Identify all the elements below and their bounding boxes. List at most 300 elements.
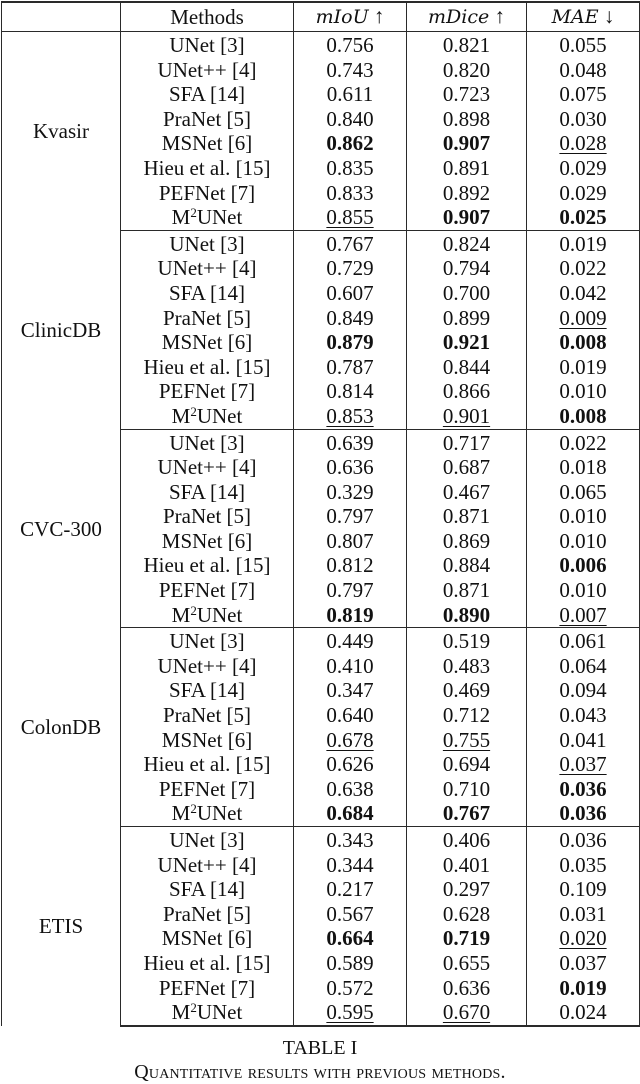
miou-cell <box>294 926 407 951</box>
mdice-cell <box>407 429 527 455</box>
mae-value: 0.025 <box>559 205 607 230</box>
mae-value: 0.064 <box>559 653 607 678</box>
method-name <box>121 1000 294 1026</box>
miou-value: 0.217 <box>326 877 374 902</box>
mdice-value: 0.890 <box>442 602 491 627</box>
method-name: PEFNet [7] <box>121 181 294 206</box>
mae-cell <box>527 404 640 429</box>
mdice-cell <box>407 853 527 878</box>
mae-value: 0.036 <box>559 828 607 852</box>
mdice-value: 0.921 <box>442 330 491 355</box>
miou-cell <box>294 827 407 853</box>
miou-value: 0.639 <box>326 430 374 455</box>
miou-value: 0.626 <box>326 752 374 777</box>
mae-value: 0.019 <box>559 231 607 256</box>
caption-text: Quantitative results with previous methods. <box>134 1061 506 1083</box>
method-name: MSNet [6] <box>121 529 294 554</box>
mae-cell <box>527 281 640 306</box>
method-name: UNet [3] <box>121 628 294 654</box>
mae-cell <box>527 553 640 578</box>
mdice-cell <box>407 32 527 58</box>
mae-cell <box>527 429 640 455</box>
mae-value: 0.094 <box>559 678 607 703</box>
mdice-cell <box>407 355 527 380</box>
method-name: UNet++ [4] <box>121 654 294 679</box>
mdice-cell <box>407 827 527 853</box>
miou-cell <box>294 628 407 654</box>
miou-value: 0.853 <box>326 403 374 428</box>
mdice-value: 0.901 <box>442 403 491 428</box>
mae-cell <box>527 1000 640 1026</box>
up-arrow-icon: ↑ <box>373 4 385 29</box>
miou-value: 0.767 <box>326 231 374 256</box>
method-name: SFA [14] <box>121 82 294 107</box>
mae-value: 0.019 <box>559 975 607 1000</box>
mdice-cell <box>407 951 527 976</box>
method-name: SFA [14] <box>121 480 294 505</box>
mdice-cell <box>407 752 527 777</box>
method-name: UNet [3] <box>121 32 294 58</box>
miou-cell <box>294 902 407 927</box>
header-mdice-label: mDice <box>428 6 490 29</box>
table-row <box>2 230 640 256</box>
method-name: Hieu et al. [15] <box>121 951 294 976</box>
mdice-cell <box>407 902 527 927</box>
mae-value: 0.031 <box>559 901 607 926</box>
dataset-name: CVC-300 <box>2 429 121 628</box>
mae-cell <box>527 853 640 878</box>
mae-value: 0.041 <box>559 727 607 752</box>
mae-cell <box>527 355 640 380</box>
mdice-value: 0.712 <box>442 703 491 728</box>
mdice-cell <box>407 131 527 156</box>
dataset-group-etis <box>2 827 640 1026</box>
miou-value: 0.862 <box>326 131 374 156</box>
mdice-cell <box>407 1000 527 1026</box>
header-row <box>2 2 640 32</box>
mae-value: 0.020 <box>559 926 607 951</box>
miou-cell <box>294 181 407 206</box>
mdice-value: 0.719 <box>442 926 491 951</box>
miou-cell <box>294 355 407 380</box>
mdice-value: 0.884 <box>442 553 491 578</box>
method-name-rest: UNet <box>196 205 243 230</box>
mdice-cell <box>407 281 527 306</box>
miou-value: 0.849 <box>326 305 374 330</box>
mae-value: 0.042 <box>559 280 607 305</box>
mae-value: 0.008 <box>559 403 607 428</box>
miou-cell <box>294 480 407 505</box>
mae-cell <box>527 801 640 826</box>
miou-value: 0.664 <box>326 926 374 951</box>
miou-value: 0.756 <box>326 33 374 57</box>
mae-value: 0.030 <box>559 106 607 131</box>
miou-value: 0.797 <box>326 578 374 603</box>
mdice-cell <box>407 678 527 703</box>
method-name: UNet [3] <box>121 230 294 256</box>
dataset-group-clinicdb <box>2 230 640 429</box>
mae-value: 0.055 <box>559 33 607 57</box>
mdice-value: 0.710 <box>442 776 491 801</box>
mdice-cell <box>407 654 527 679</box>
miou-value: 0.636 <box>326 455 374 480</box>
method-name: UNet++ [4] <box>121 853 294 878</box>
mdice-cell <box>407 529 527 554</box>
miou-value: 0.807 <box>326 528 374 553</box>
mdice-value: 0.824 <box>442 231 491 256</box>
mae-cell <box>527 58 640 83</box>
mdice-cell <box>407 976 527 1001</box>
mdice-cell <box>407 156 527 181</box>
miou-cell <box>294 281 407 306</box>
mae-cell <box>527 107 640 132</box>
miou-cell <box>294 404 407 429</box>
method-name-base: M <box>171 801 191 826</box>
mdice-cell <box>407 404 527 429</box>
miou-cell <box>294 578 407 603</box>
miou-value: 0.797 <box>326 504 374 529</box>
mae-cell <box>527 455 640 480</box>
miou-value: 0.855 <box>326 205 374 230</box>
mae-value: 0.075 <box>559 82 607 107</box>
mdice-value: 0.700 <box>442 280 491 305</box>
method-name <box>121 205 294 230</box>
mdice-cell <box>407 455 527 480</box>
method-name: UNet++ [4] <box>121 58 294 83</box>
miou-cell <box>294 330 407 355</box>
mae-cell <box>527 330 640 355</box>
mae-value: 0.010 <box>559 528 607 553</box>
mdice-value: 0.820 <box>442 57 491 82</box>
mdice-value: 0.469 <box>442 678 491 703</box>
mae-value: 0.037 <box>559 752 607 777</box>
mae-value: 0.022 <box>559 430 607 455</box>
mae-value: 0.029 <box>559 180 607 205</box>
method-name-rest: UNet <box>196 1000 243 1025</box>
mdice-value: 0.717 <box>442 430 491 455</box>
mdice-value: 0.723 <box>442 82 491 107</box>
header-mdice <box>407 2 527 32</box>
method-name: PEFNet [7] <box>121 379 294 404</box>
table-row <box>2 628 640 654</box>
mdice-value: 0.636 <box>442 975 491 1000</box>
mdice-value: 0.767 <box>442 801 491 826</box>
mdice-value: 0.670 <box>442 1000 491 1025</box>
mdice-value: 0.694 <box>442 752 491 777</box>
miou-value: 0.814 <box>326 379 374 404</box>
mdice-cell <box>407 628 527 654</box>
miou-cell <box>294 801 407 826</box>
mae-cell <box>527 926 640 951</box>
miou-value: 0.589 <box>326 950 374 975</box>
mae-value: 0.018 <box>559 455 607 480</box>
mae-value: 0.010 <box>559 578 607 603</box>
miou-value: 0.684 <box>326 801 374 826</box>
miou-value: 0.567 <box>326 901 374 926</box>
miou-cell <box>294 728 407 753</box>
miou-value: 0.572 <box>326 975 374 1000</box>
method-name: PraNet [5] <box>121 504 294 529</box>
mdice-value: 0.821 <box>442 33 491 57</box>
mae-cell <box>527 976 640 1001</box>
method-name: Hieu et al. [15] <box>121 752 294 777</box>
mae-cell <box>527 654 640 679</box>
method-name: PEFNet [7] <box>121 578 294 603</box>
mdice-cell <box>407 230 527 256</box>
method-name-rest: UNet <box>196 602 243 627</box>
mdice-cell <box>407 553 527 578</box>
mae-cell <box>527 752 640 777</box>
dataset-group-kvasir <box>2 32 640 231</box>
miou-value: 0.819 <box>326 602 374 627</box>
method-name <box>121 801 294 826</box>
miou-cell <box>294 504 407 529</box>
mae-cell <box>527 32 640 58</box>
miou-value: 0.607 <box>326 280 374 305</box>
mdice-cell <box>407 205 527 230</box>
mae-value: 0.009 <box>559 305 607 330</box>
method-name-base: M <box>171 205 191 230</box>
mdice-value: 0.406 <box>442 828 491 852</box>
dataset-name: ClinicDB <box>2 230 121 429</box>
mdice-value: 0.844 <box>442 354 491 379</box>
mdice-value: 0.519 <box>442 629 491 654</box>
mdice-cell <box>407 330 527 355</box>
method-name-base: M <box>171 1000 191 1025</box>
table-row <box>2 827 640 853</box>
mae-cell <box>527 728 640 753</box>
header-mae <box>527 2 640 32</box>
method-name-superscript: 2 <box>190 801 197 817</box>
miou-value: 0.833 <box>326 180 374 205</box>
mdice-value: 0.687 <box>442 455 491 480</box>
method-name: PEFNet [7] <box>121 777 294 802</box>
table-row <box>2 32 640 58</box>
mdice-cell <box>407 728 527 753</box>
mae-value: 0.010 <box>559 504 607 529</box>
mdice-cell <box>407 703 527 728</box>
miou-cell <box>294 156 407 181</box>
miou-cell <box>294 703 407 728</box>
mae-cell <box>527 877 640 902</box>
miou-cell <box>294 256 407 281</box>
method-name: Hieu et al. [15] <box>121 355 294 380</box>
miou-value: 0.812 <box>326 553 374 578</box>
miou-cell <box>294 107 407 132</box>
results-table <box>1 1 640 1027</box>
method-name: MSNet [6] <box>121 330 294 355</box>
mae-cell <box>527 504 640 529</box>
mdice-value: 0.794 <box>442 256 491 281</box>
method-name: PraNet [5] <box>121 703 294 728</box>
mae-value: 0.048 <box>559 57 607 82</box>
mae-cell <box>527 205 640 230</box>
miou-cell <box>294 58 407 83</box>
method-name-superscript: 2 <box>190 1000 197 1016</box>
miou-value: 0.611 <box>326 82 374 107</box>
method-name: MSNet [6] <box>121 926 294 951</box>
miou-cell <box>294 529 407 554</box>
method-name-superscript: 2 <box>190 403 197 419</box>
header-dataset <box>2 2 121 32</box>
miou-cell <box>294 131 407 156</box>
down-arrow-icon: ↓ <box>603 4 615 29</box>
dataset-name: ETIS <box>2 827 121 1026</box>
mae-value: 0.007 <box>559 602 607 627</box>
mdice-value: 0.655 <box>442 950 491 975</box>
miou-cell <box>294 306 407 331</box>
miou-value: 0.640 <box>326 703 374 728</box>
miou-value: 0.787 <box>326 354 374 379</box>
method-name: SFA [14] <box>121 281 294 306</box>
dataset-group-colondb <box>2 628 640 827</box>
miou-cell <box>294 603 407 628</box>
method-name-superscript: 2 <box>190 205 197 221</box>
mae-value: 0.006 <box>559 553 607 578</box>
mdice-value: 0.401 <box>442 852 491 877</box>
miou-value: 0.347 <box>326 678 374 703</box>
miou-cell <box>294 853 407 878</box>
dataset-name: ColonDB <box>2 628 121 827</box>
miou-value: 0.835 <box>326 155 374 180</box>
mdice-cell <box>407 82 527 107</box>
mae-cell <box>527 82 640 107</box>
mdice-cell <box>407 504 527 529</box>
miou-value: 0.344 <box>326 852 374 877</box>
miou-cell <box>294 678 407 703</box>
dataset-group-cvc-300 <box>2 429 640 628</box>
method-name: UNet [3] <box>121 429 294 455</box>
mdice-value: 0.907 <box>442 205 491 230</box>
method-name: Hieu et al. [15] <box>121 553 294 578</box>
mae-cell <box>527 902 640 927</box>
miou-cell <box>294 205 407 230</box>
miou-value: 0.840 <box>326 106 374 131</box>
mdice-cell <box>407 480 527 505</box>
mae-cell <box>527 181 640 206</box>
mae-cell <box>527 951 640 976</box>
mae-value: 0.035 <box>559 852 607 877</box>
miou-value: 0.729 <box>326 256 374 281</box>
method-name-superscript: 2 <box>190 602 197 618</box>
mae-value: 0.029 <box>559 155 607 180</box>
miou-cell <box>294 32 407 58</box>
mae-cell <box>527 777 640 802</box>
mae-cell <box>527 131 640 156</box>
method-name: PraNet [5] <box>121 107 294 132</box>
mae-value: 0.036 <box>559 801 607 826</box>
mae-cell <box>527 827 640 853</box>
mae-cell <box>527 306 640 331</box>
mae-cell <box>527 603 640 628</box>
mae-cell <box>527 480 640 505</box>
mdice-value: 0.871 <box>442 504 491 529</box>
miou-cell <box>294 230 407 256</box>
method-name: MSNet [6] <box>121 131 294 156</box>
miou-cell <box>294 976 407 1001</box>
miou-cell <box>294 877 407 902</box>
mae-cell <box>527 379 640 404</box>
dataset-name: Kvasir <box>2 32 121 231</box>
mae-cell <box>527 703 640 728</box>
miou-cell <box>294 379 407 404</box>
mae-value: 0.028 <box>559 131 607 156</box>
miou-cell <box>294 654 407 679</box>
table-caption <box>0 1036 640 1084</box>
mae-value: 0.037 <box>559 950 607 975</box>
mdice-cell <box>407 801 527 826</box>
method-name: SFA [14] <box>121 877 294 902</box>
method-name-rest: UNet <box>196 403 243 428</box>
mdice-value: 0.467 <box>442 479 491 504</box>
miou-value: 0.743 <box>326 57 374 82</box>
header-methods: Methods <box>121 2 294 32</box>
header-mae-label: MAE <box>551 6 599 29</box>
miou-cell <box>294 553 407 578</box>
mae-value: 0.109 <box>559 877 607 902</box>
mdice-cell <box>407 256 527 281</box>
mdice-value: 0.892 <box>442 180 491 205</box>
miou-value: 0.879 <box>326 330 374 355</box>
miou-value: 0.638 <box>326 776 374 801</box>
miou-cell <box>294 1000 407 1026</box>
mdice-cell <box>407 181 527 206</box>
miou-value: 0.410 <box>326 653 374 678</box>
mdice-cell <box>407 877 527 902</box>
mae-value: 0.061 <box>559 629 607 654</box>
mdice-value: 0.899 <box>442 305 491 330</box>
mae-value: 0.008 <box>559 330 607 355</box>
mae-cell <box>527 529 640 554</box>
mae-value: 0.010 <box>559 379 607 404</box>
method-name: MSNet [6] <box>121 728 294 753</box>
mdice-value: 0.898 <box>442 106 491 131</box>
miou-cell <box>294 455 407 480</box>
method-name-rest: UNet <box>196 801 243 826</box>
mdice-cell <box>407 58 527 83</box>
method-name: SFA [14] <box>121 678 294 703</box>
method-name: PraNet [5] <box>121 902 294 927</box>
miou-value: 0.343 <box>326 828 374 852</box>
mdice-value: 0.483 <box>442 653 491 678</box>
mdice-value: 0.891 <box>442 155 491 180</box>
mdice-cell <box>407 578 527 603</box>
miou-cell <box>294 752 407 777</box>
mae-cell <box>527 230 640 256</box>
miou-cell <box>294 429 407 455</box>
caption-label: TABLE I <box>282 1037 358 1059</box>
mdice-value: 0.755 <box>442 727 491 752</box>
mae-value: 0.024 <box>559 1000 607 1025</box>
mdice-value: 0.297 <box>442 877 491 902</box>
miou-value: 0.329 <box>326 479 374 504</box>
mdice-cell <box>407 379 527 404</box>
miou-cell <box>294 82 407 107</box>
mdice-cell <box>407 603 527 628</box>
mdice-value: 0.628 <box>442 901 491 926</box>
mdice-cell <box>407 777 527 802</box>
miou-value: 0.678 <box>326 727 374 752</box>
method-name-base: M <box>171 403 191 428</box>
mae-cell <box>527 156 640 181</box>
method-name <box>121 404 294 429</box>
method-name: Hieu et al. [15] <box>121 156 294 181</box>
mae-cell <box>527 578 640 603</box>
miou-cell <box>294 951 407 976</box>
method-name: PraNet [5] <box>121 306 294 331</box>
method-name: UNet++ [4] <box>121 455 294 480</box>
mae-cell <box>527 628 640 654</box>
